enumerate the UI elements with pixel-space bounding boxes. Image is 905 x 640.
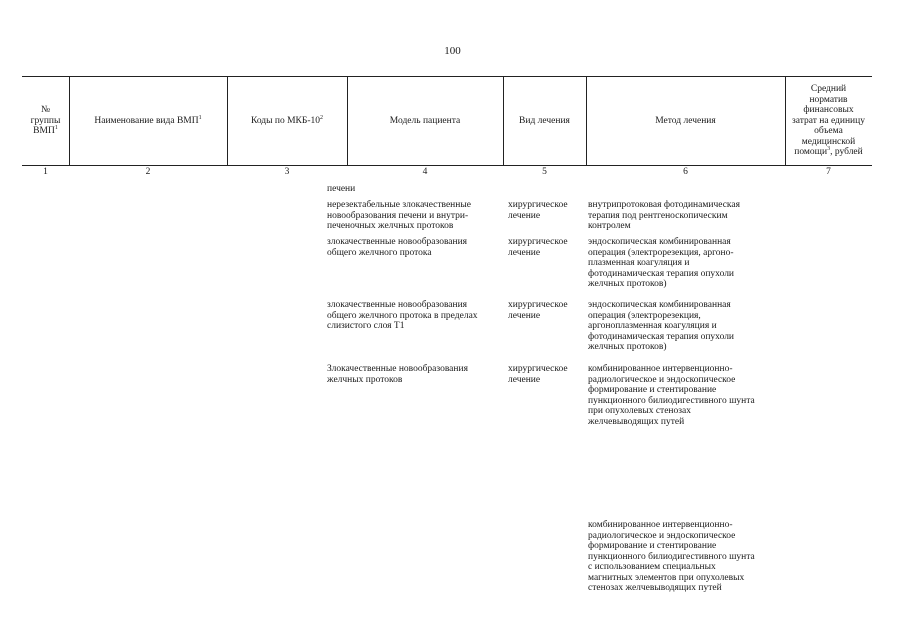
column-number: 1 xyxy=(43,167,48,177)
patient-model-cell: Злокачественные новообразования желчных протоков xyxy=(327,364,468,385)
treatment-method-cell: эндоскопическая комбинированная операция (электрорезекция, аргоно- плазменная коагуляция и фотодинамическая терапия опухоли желчных протоков) xyxy=(588,237,735,289)
treatment-type-cell: хирургическое лечение xyxy=(508,200,568,221)
column-number: 6 xyxy=(683,167,688,177)
treatment-type-cell: хирургическое лечение xyxy=(508,364,568,385)
header-icd-codes: Коды по МКБ-$10^2$ xyxy=(250,114,324,126)
header-group-number: № группы ВМП$^1$ xyxy=(30,105,61,137)
treatment-method-cell: комбинированное интервенционно- радиологическое и эндоскопическое формирование и стентирование пункционного билиодигестивного шунта при опухолевых стенозах желчевыводящих путей xyxy=(588,364,755,427)
vmp-table xyxy=(22,76,872,593)
column-number: 4 xyxy=(422,167,428,177)
patient-model-cell: печени xyxy=(327,184,356,194)
header-treatment-type: Вид лечения xyxy=(519,115,570,126)
treatment-type-cell: хирургическое лечение xyxy=(508,237,568,258)
treatment-type-cell: хирургическое лечение xyxy=(508,300,568,321)
column-number: 5 xyxy=(542,167,547,177)
header-vmp-name: Наименование вида ВМП$^1$ xyxy=(94,114,202,126)
header-treatment-method: Метод лечения xyxy=(655,115,716,126)
column-number: 3 xyxy=(284,167,290,177)
treatment-method-cell: эндоскопическая комбинированная операция (электрорезекция, аргоноплазменная коагуляция и фотодинамическая терапия опухоли желчных протоков) xyxy=(588,300,735,352)
column-number: 2 xyxy=(145,167,151,177)
page-number: 100 xyxy=(444,45,461,57)
treatment-method-cell: комбинированное интервенционно- радиологическое и эндоскопическое формирование и стентирование пункционного билиодигестивного шунта с использованием специальных магнитных элементов при опухолевых стенозах желчевыводящих путей xyxy=(588,520,755,593)
table-header xyxy=(22,76,872,166)
patient-model-cell: нерезектабельные злокачественные новообразования печени и внутри- печеночных желчных протоков xyxy=(327,200,471,231)
treatment-method-cell: внутрипротоковая фотодинамическая терапия под рентгеноскопическим контролем xyxy=(588,200,740,231)
header-patient-model: Модель пациента xyxy=(389,115,461,126)
patient-model-cell: злокачественные новообразования общего желчного протока xyxy=(327,237,468,258)
header-cost-norm: Средний норматив финансовых затрат на единицу объема медицинской помощи$^3$, рублей xyxy=(792,84,865,158)
column-number: 7 xyxy=(826,167,831,177)
column-numbers-row xyxy=(22,166,872,178)
patient-model-cell: злокачественные новообразования общего желчного протока в пределах слизистого слоя T1 xyxy=(327,300,478,331)
